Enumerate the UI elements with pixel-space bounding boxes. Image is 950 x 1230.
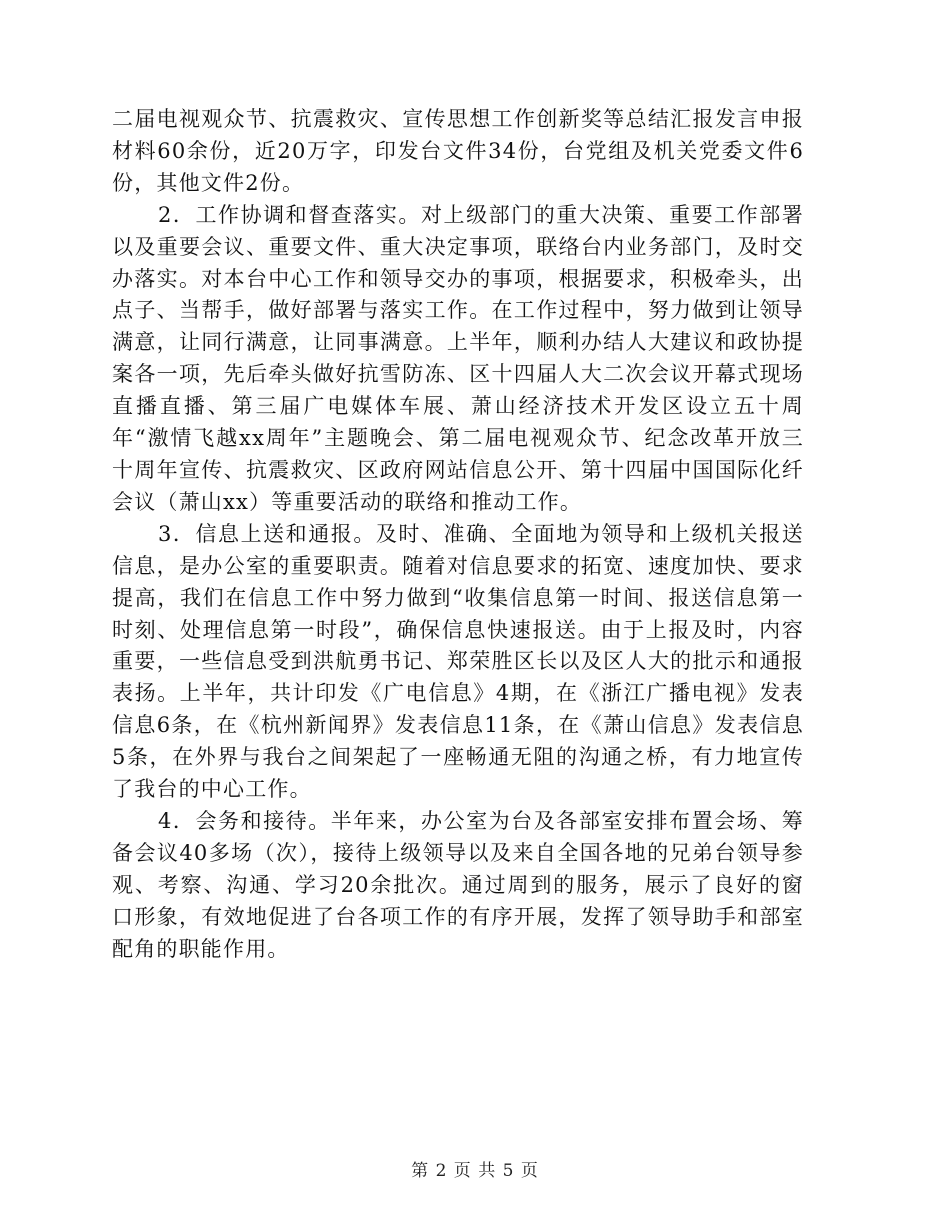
page-footer xyxy=(0,1156,950,1181)
paragraph-continued: 二届电视观众节、抗震救灾、宣传思想工作创新奖等总结汇报发言申报材料60余份，近20万字，印发台文件34份，台党组及机关党委文件6份，其他文件2份。 xyxy=(112,107,804,195)
paragraph-meetings-reception: 4．会务和接待。半年来，办公室为台及各部室安排布置会场、筹备会议40多场（次），接待上级领导以及来自全国各地的兄弟台领导参观、考察、沟通、学习20余批次。通过周到的服务，展示了良好的窗口形象，有效地促进了台各项工作的有序开展，发挥了领导助手和部室配角的职能作用。 xyxy=(112,808,804,961)
paragraph-work-coordination: 2．工作协调和督查落实。对上级部门的重大决策、重要工作部署以及重要会议、重要文件、重大决定事项，联络台内业务部门，及时交办落实。对本台中心工作和领导交办的事项，根据要求，积极牵头，出点子、当帮手，做好部署与落实工作。在工作过程中，努力做到让领导满意，让同行满意，让同事满意。上半年，顺利办结人大建议和政协提案各一项，先后牵头做好抗雪防冻、区十四届人大二次会议开幕式现场直播直播、第三届广电媒体车展、萧山经济技术开发区设立五十周年“激情飞越xx周年”主题晚会、第二届电视观众节、纪念改革开放三十周年宣传、抗震救灾、区政府网站信息公开、第十四届中国国际化纤会议（萧山xx）等重要活动的联络和推动工作。 xyxy=(112,202,804,514)
document-body xyxy=(112,104,804,965)
paragraph-information-reporting: 3．信息上送和通报。及时、准确、全面地为领导和上级机关报送信息，是办公室的重要职责。随着对信息要求的拓宽、速度加快、要求提高，我们在信息工作中努力做到“收集信息第一时间、报送信息第一时刻、处理信息第一时段”，确保信息快速报送。由于上报及时，内容重要，一些信息受到洪航勇书记、郑荣胜区长以及区人大的批示和通报表扬。上半年，共计印发《广电信息》4期，在《浙江广播电视》发表信息6条，在《杭州新闻界》发表信息11条，在《萧山信息》发表信息5条，在外界与我台之间架起了一座畅通无阻的沟通之桥，有力地宣传了我台的中心工作。 xyxy=(112,521,804,802)
page-number: 第 2 页 共 5 页 xyxy=(411,1161,539,1181)
